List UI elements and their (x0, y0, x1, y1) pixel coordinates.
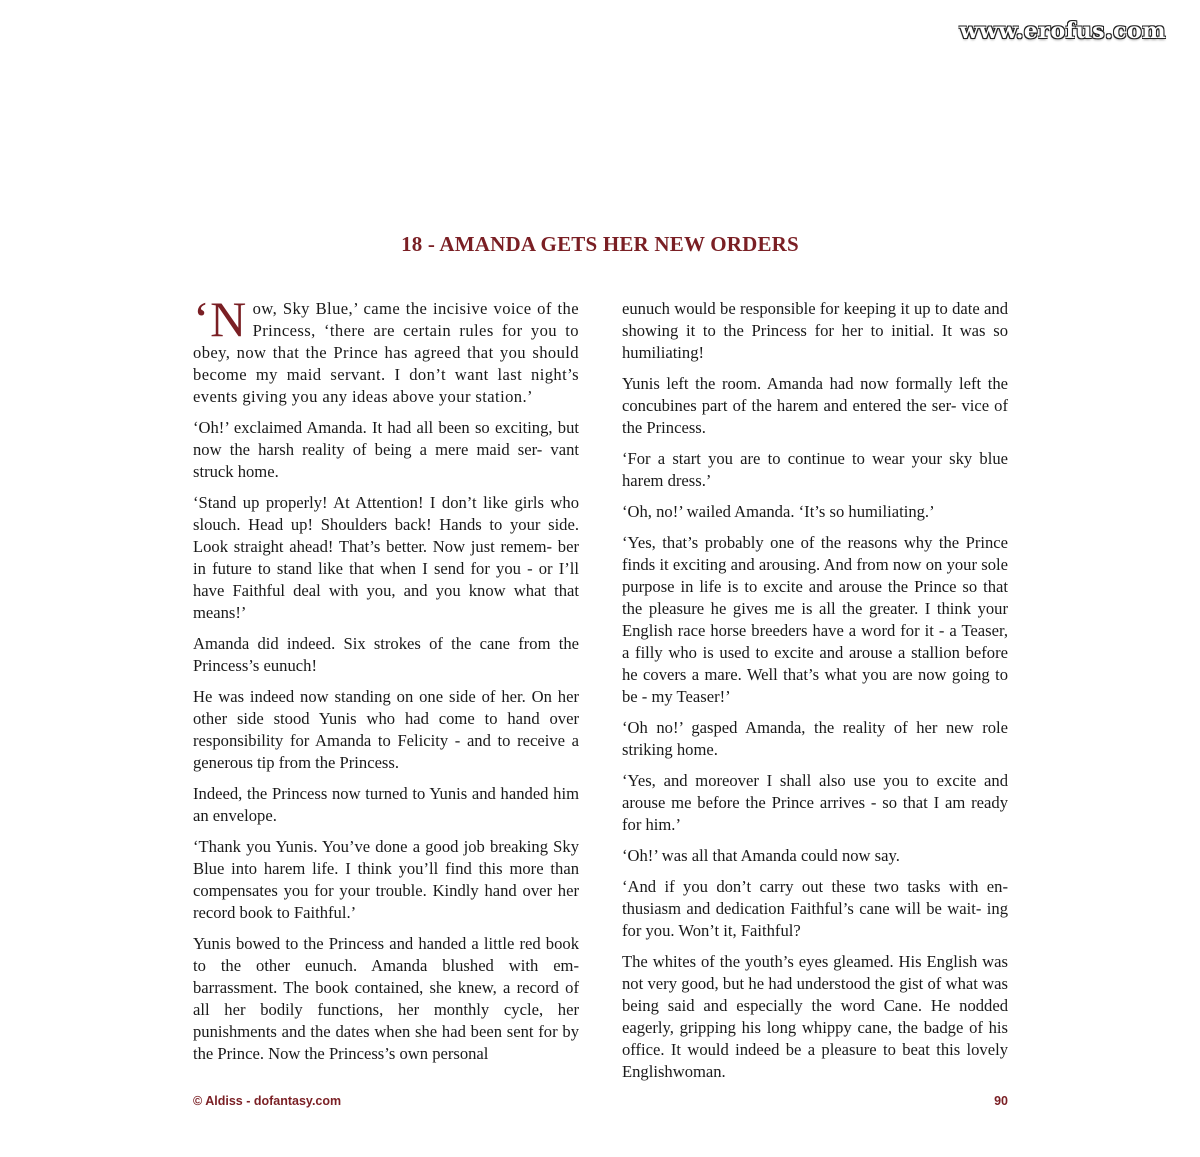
paragraph: ‘Oh, no!’ wailed Amanda. ‘It’s so humiliating.’ (622, 502, 935, 521)
paragraph: eunuch would be responsible for keeping it up to date and showing it to the Princess for her to initial. It was so humiliating! (622, 299, 1008, 362)
drop-cap-quote: ‘ (193, 291, 211, 347)
paragraph: ‘Yes, that’s probably one of the reasons why the Prince finds it exciting and arousing. And from now on your sole purpose in life is to excite and arouse the Prince so that the pleasure he gives me is all the greater. I think your English race horse breeders have a word for it - a Teaser, a filly who is used to excite and arouse a stallion before he covers a mare. Well that’s what you are now going to be - my Teaser!’ (622, 533, 1008, 706)
paragraph: He was indeed now standing on one side of her. On her other side stood Yunis who had come to hand over responsibility for Amanda to Felicity - and to receive a generous tip from the Princess. (193, 687, 579, 772)
paragraph: ‘Oh!’ exclaimed Amanda. It had all been so exciting, but now the harsh reality of being a mere maid ser- vant struck home. (193, 418, 579, 481)
paragraph: ‘Oh no!’ gasped Amanda, the reality of her new role striking home. (622, 718, 1008, 759)
right-column (622, 298, 1008, 1092)
chapter-title: 18 - AMANDA GETS HER NEW ORDERS (401, 232, 799, 257)
paragraph: ‘Thank you Yunis. You’ve done a good job breaking Sky Blue into harem life. I think you’ll find this more than compensates you for your trouble. Kindly hand over her record book to Faithful.’ (193, 837, 579, 922)
paragraph: ‘Oh!’ was all that Amanda could now say. (622, 846, 900, 865)
paragraph: Yunis bowed to the Princess and handed a little red book to the other eunuch. Amanda blushed with em- barrassment. The book contained, she knew, a record of all her bodily functions, her monthly cycle, her punishments and the dates when she had been sent for by the Prince. Now the Princess’s own personal (193, 934, 579, 1063)
first-paragraph-text: ow, Sky Blue,’ came the incisive voice of the Princess, ‘there are certain rules for you to obey, now that the Prince has agreed that you should become my maid servant. I don’t want last night’s events giving you any ideas above your station.’ (193, 299, 579, 406)
paragraph: ‘Stand up properly! At Attention! I don’t like girls who slouch. Head up! Shoulders back! Hands to your side. Look straight ahead! That’s better. Now just remem- ber in future to stand like that when I send for you - or I’ll have Faithful deal with you, and you know what that means!’ (193, 493, 579, 622)
paragraph: ‘Yes, and moreover I shall also use you to excite and arouse me before the Prince arrives - so that I am ready for him.’ (622, 771, 1008, 834)
left-column (193, 291, 579, 1074)
paragraph: Indeed, the Princess now turned to Yunis and handed him an envelope. (193, 784, 579, 825)
paragraph: Amanda did indeed. Six strokes of the cane from the Princess’s eunuch! (193, 634, 579, 675)
first-paragraph (193, 291, 579, 408)
watermark: www.erofus.com (959, 18, 1166, 44)
paragraph: ‘And if you don’t carry out these two tasks with en- thusiasm and dedication Faithful’s cane will be wait- ing for you. Won’t it, Faithful? (622, 877, 1008, 940)
drop-cap (193, 291, 247, 347)
drop-cap-letter: N (210, 291, 247, 347)
paragraph: Yunis left the room. Amanda had now formally left the concubines part of the harem and entered the ser- vice of the Princess. (622, 374, 1008, 437)
paragraph: The whites of the youth’s eyes gleamed. His English was not very good, but he had understood the gist of what was being said and especially the word Cane. He nodded eagerly, gripping his long whippy cane, the badge of his office. It would indeed be a pleasure to beat this lovely Englishwoman. (622, 952, 1008, 1081)
paragraph: ‘For a start you are to continue to wear your sky blue harem dress.’ (622, 449, 1008, 490)
page-number: 90 (994, 1094, 1008, 1108)
copyright-footer: © Aldiss - dofantasy.com (193, 1094, 342, 1108)
